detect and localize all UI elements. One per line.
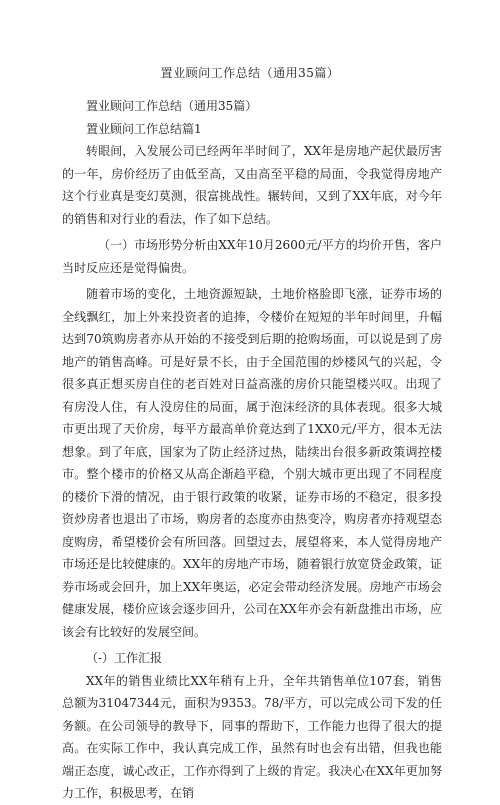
- paragraph-market-heading: （一）市场形势分析由XX年10月2600元/平方的均价开售，客户当时反应还是觉得偏贵。: [62, 238, 442, 275]
- paragraph-report: XX年的销售业绩比XX年稍有上升，全年共销售单位107套，销售总额为31047344元，面积为9353。78/平方，可以完成公司下发的任务额。在公司领导的教导下，同事的帮助下，工作能力也得了很大的提高。在实际工作中，我认真完成工作，虽然有时也会有出错，但我也能端正态度，诚心改正，工作亦得到了上级的肯定。我决心在XX年更加努力工作，积极思考，在销: [62, 673, 442, 800]
- section-heading: 置业顾问工作总结（通用35篇）: [86, 99, 258, 113]
- document-title: 置业顾问工作总结（通用35篇）: [160, 66, 340, 80]
- paragraph-report-heading: （-）工作汇报: [86, 651, 163, 665]
- paragraph-intro: 转眼间，入发展公司已经两年半时间了，XX年是房地产起伏最厉害的一年，房价经历了由低至高，又由高至平稳的局面，令我觉得房地产这个行业真是变幻莫测，很富挑战性。辗转间，又到了XX年底，对今年的销售和对行业的看法，作了如下总结。: [62, 144, 442, 226]
- subsection-heading: 置业顾问工作总结篇1: [86, 121, 202, 136]
- document-body: [62, 95, 442, 805]
- paragraph-market-analysis: 随着市场的变化，土地资源短缺，土地价格脸即飞涨，证券市场的全线飘红，加上外来投资者的追捧，令楼价在短短的半年时间里，升幅达到70筑购房者亦从开始的不接受到后期的抢购场面，可以说是到了房地产的销售高峰。可是好景不长，由于全国范围的炒楼风气的兴起，令很多真正想买房自住的老百姓对日益高涨的房价只能望楼兴叹。出现了有房没人住，有人没房住的局面，属于泡沫经济的具体表现。很多大城市更出现了天价房，每平方最高单价竟达到了1XX0元/平方，很本无法想象。到了年底，国家为了防止经济过热，陆续出台很多新政策调控楼市。整个楼市的价格又从高企渐趋平稳，个别大城市更出现了不同程度的楼价下滑的情况，由于银行政策的收紧，证券市场的不稳定，很多投资炒房者也退出了市场，购房者的态度亦由热变冷，购房者亦持观望态度购房，希望楼价会有所回落。回望过去，展望将来，本人觉得房地产市场还是比较健康的。XX年的房地产市场，随着银行放宽贷金政策，证券市场或会回升，加上XX年奥运，必定会带动经济发展。房地产市场会健康发展，楼价应该会逐步回升，公司在XX年亦会有新盘推出市场，应该会有比较好的发展空间。: [62, 287, 442, 639]
